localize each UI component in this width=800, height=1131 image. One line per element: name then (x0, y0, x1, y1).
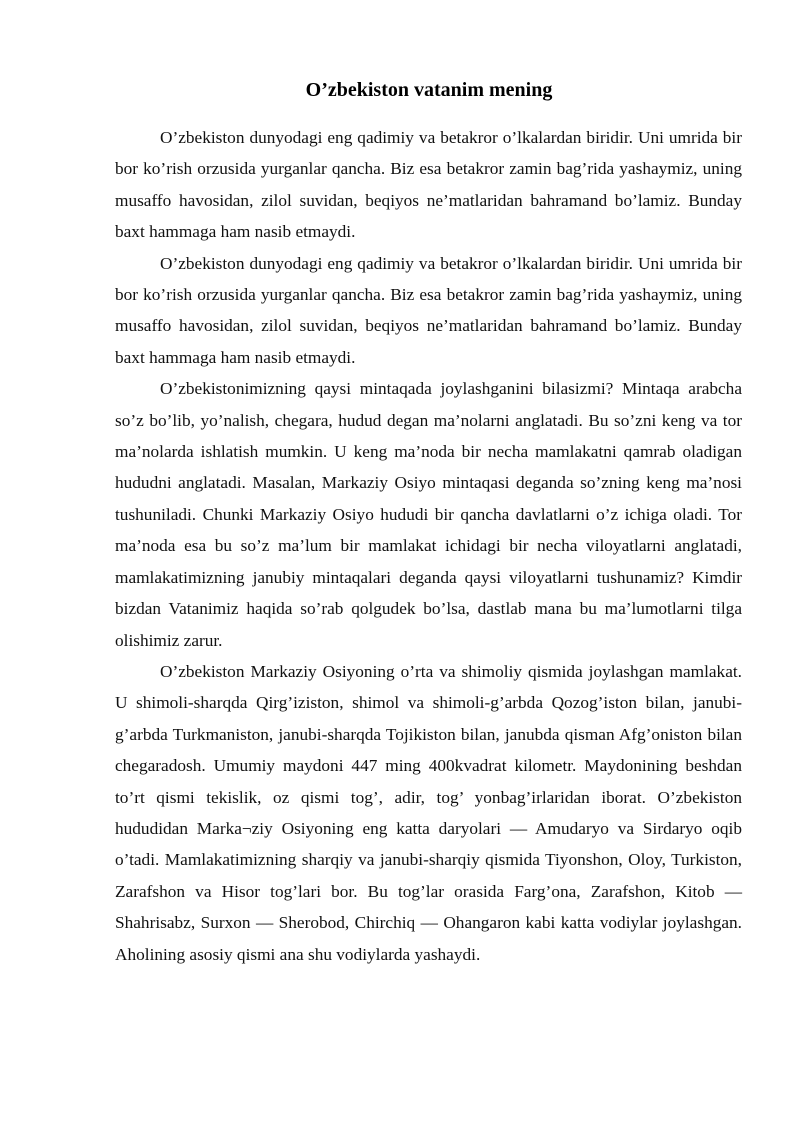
paragraph-1: O’zbekiston dunyodagi eng qadimiy va betakror o’lkalardan biridir. Uni umrida bir bor ko’rish orzusida yurganlar qancha. Biz esa betakror zamin bag’rida yashaymiz, uning musaffo havosidan, zilol suvidan, beqiyos ne’matlaridan bahramand bo’lamiz. Bunday baxt hammaga ham nasib etmaydi. (115, 128, 742, 242)
paragraph-4: O’zbekiston Markaziy Osiyoning o’rta va shimoliy qismida joylashgan mamlakat. U shimoli-sharqda Qirg’iziston, shimol va shimoli-g’arbda Qozog’iston bilan, janubi-g’arbda Turkmaniston, janubi-sharqda Tojikiston bilan, janubda qisman Afg’oniston bilan chegaradosh. Umumiy maydoni 447 ming 400kvadrat kilometr. Maydonining beshdan to’rt qismi tekislik, oz qismi tog’, adir, tog’ yonbag’irlaridan iborat. O’zbekiston hududidan Marka¬ziy Osiyoning eng katta daryolari — Amudaryo va Sirdaryo oqib o’tadi. Mamlakatimizning sharqiy va janubi-sharqiy qismida Tiyonshon, Oloy, Turkiston, Zarafshon va Hisor tog’lari bor. Bu tog’lar orasida Farg’ona, Zarafshon, Kitob — Shahrisabz, Surxon — Sherobod, Chirchiq — Ohangaron kabi katta vodiylar joylashgan. Aholining asosiy qismi ana shu vodiylarda yashaydi. (115, 661, 742, 964)
document-body (115, 122, 742, 970)
document-title: O’zbekiston vatanim mening (305, 79, 553, 101)
paragraph-3: O’zbekistonimizning qaysi mintaqada joylashganini bilasizmi? Mintaqa arabcha so’z bo’lib, yo’nalish, chegara, hudud degan ma’nolarni anglatadi. Bu so’zni keng va tor ma’nolarda ishlatish mumkin. U keng ma’noda bir necha mamlakatni qamrab oladigan hududni anglatadi. Masalan, Markaziy Osiyo mintaqasi deganda so’zning keng ma’nosi tushuniladi. Chunki Markaziy Osiyo hududi bir qancha davlatlarni o’z ichiga oladi. Tor ma’noda esa bu so’z ma’lum bir mamlakat ichidagi bir necha viloyatlarni anglatadi, mamlakatimizning janubiy mintaqalari deganda qaysi viloyatlarni tushunamiz? Kimdir bizdan Vatanimiz haqida so’rab qolgudek bo’lsa, dastlab mana bu ma’lumotlarni tilga olishimiz zarur. (115, 379, 742, 650)
paragraph-2: O’zbekiston dunyodagi eng qadimiy va betakror o’lkalardan biridir. Uni umrida bir bor ko’rish orzusida yurganlar qancha. Biz esa betakror zamin bag’rida yashaymiz, uning musaffo havosidan, zilol suvidan, beqiyos ne’matlaridan bahramand bo’lamiz. Bunday baxt hammaga ham nasib etmaydi. (115, 253, 742, 367)
